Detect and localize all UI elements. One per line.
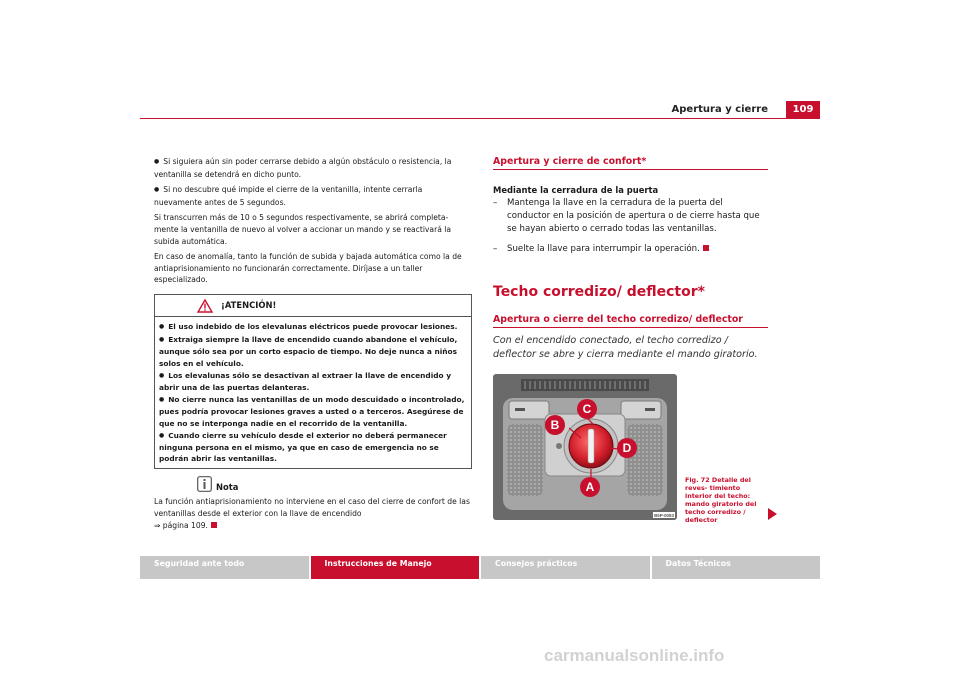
- callout-b: [545, 415, 565, 435]
- end-mark-icon: [703, 245, 709, 251]
- step-text: Mantenga la llave en la cerradura de la puerta del conductor en la posición de apertura o de cierre hasta que se hayan abierto o cerrado todas las ventanillas.: [507, 198, 760, 234]
- note-body: [154, 496, 472, 531]
- body-paragraph: En caso de anomalía, tanto la función de subida y bajada automática como la de antiaprisionamiento no funcionarán correctamente. Diríjase a un taller especializado.: [154, 252, 462, 285]
- warning-title: ¡ATENCIÓN!: [221, 299, 277, 310]
- body-paragraph: Si transcurren más de 10 o 5 segundos respectivamente, se abrirá completa- mente la ventanilla de nuevo al volver a accionar un mando y se reactivará la subida automática.: [154, 213, 452, 246]
- warning-triangle-icon: [197, 299, 213, 313]
- figure-code: B5P-0083: [654, 513, 674, 518]
- subheading-door-lock: Mediante la cerradura de la puerta: [493, 185, 659, 195]
- callout-a: [580, 477, 600, 497]
- figure-illustration: [493, 374, 677, 520]
- callout-letter: D: [622, 441, 632, 455]
- note-header: [154, 476, 472, 494]
- sunroof-control-figure: [493, 374, 677, 520]
- warning-item: ● Extraiga siempre la llave de encendido cuando abandone el vehículo, aunque sólo sea por un corto espacio de tiempo. No deje nunca a niños solos en el vehículo.: [159, 334, 467, 369]
- warning-item: ● Cuando cierre su vehículo desde el exterior no deberá permanecer ninguna persona en el mismo, ya que en caso de emergencia no se podrán abrir las ventanillas.: [159, 430, 467, 465]
- watermark: carmanualsonline.info: [544, 646, 725, 665]
- figure-caption: Fig. 72 Detalle del reves- timiento interior del techo: mando giratorio del techo corredizo / deflector: [685, 476, 757, 524]
- step-text: Suelte la llave para interrumpir la operación.: [507, 244, 700, 255]
- chapter-heading: Techo corredizo/ deflector*: [493, 284, 705, 301]
- step-dash: –: [493, 198, 498, 208]
- warning-body: [155, 317, 471, 468]
- tab-instrucciones[interactable]: Instrucciones de Manejo: [311, 556, 480, 579]
- tab-datos[interactable]: Datos Técnicos: [652, 556, 821, 579]
- right-column: [493, 156, 768, 362]
- next-page-arrow-icon[interactable]: [768, 508, 777, 520]
- header-title: Apertura y cierre: [671, 104, 768, 115]
- step-dash: –: [493, 244, 498, 255]
- bullet-text: ● Si no descubre qué impide el cierre de la ventanilla, intente cerrarla nuevamente antes de 5 segundos.: [154, 184, 472, 208]
- left-column: [154, 156, 472, 531]
- note-text: La función antiaprisionamiento no interviene en el caso del cierre de confort de las ventanillas desde el exterior con la llave de encendido: [154, 497, 470, 518]
- section-heading-comfort: Apertura y cierre de confort*: [493, 156, 768, 170]
- warning-item: ● Los elevalunas sólo se desactivan al extraer la llave de encendido y abrir una de las puertas delanteras.: [159, 370, 467, 393]
- section-heading-sunroof: Apertura o cierre del techo corredizo/ deflector: [493, 314, 768, 328]
- callout-letter: C: [582, 402, 592, 416]
- instruction-step: [493, 197, 768, 235]
- end-mark-icon: [211, 522, 217, 528]
- callout-letter: B: [550, 418, 560, 432]
- warning-item: ● No cierre nunca las ventanillas de un modo descuidado o incontrolado, pues podría provocar lesiones graves a usted o a terceros. Asegúrese de que no se interponga nadie en el recorrido de la ventanilla.: [159, 394, 467, 429]
- page-reference-link[interactable]: ⇒ página 109.: [154, 520, 208, 530]
- warning-header: [155, 295, 471, 317]
- tab-consejos[interactable]: Consejos prácticos: [481, 556, 650, 579]
- intro-text: Con el encendido conectado, el techo corredizo / deflector se abre y cierra mediante el mando giratorio.: [493, 335, 758, 361]
- page-number: 109: [786, 101, 820, 119]
- callout-d: [617, 438, 637, 458]
- bullet-text: ● Si siguiera aún sin poder cerrarse debido a algún obstáculo o resistencia, la ventanilla se detendrá en dicho punto.: [154, 156, 472, 180]
- warning-item: ● El uso indebido de los elevalunas eléctricos puede provocar lesiones.: [159, 321, 467, 333]
- note-title: Nota: [216, 482, 239, 493]
- tab-seguridad[interactable]: Seguridad ante todo: [140, 556, 309, 579]
- warning-box: [154, 294, 472, 469]
- instruction-step: [493, 243, 768, 256]
- page-header: [140, 101, 820, 119]
- callout-letter: A: [585, 480, 595, 494]
- footer-nav: [140, 556, 820, 579]
- note-icon: [197, 476, 212, 492]
- callout-c: [577, 399, 597, 419]
